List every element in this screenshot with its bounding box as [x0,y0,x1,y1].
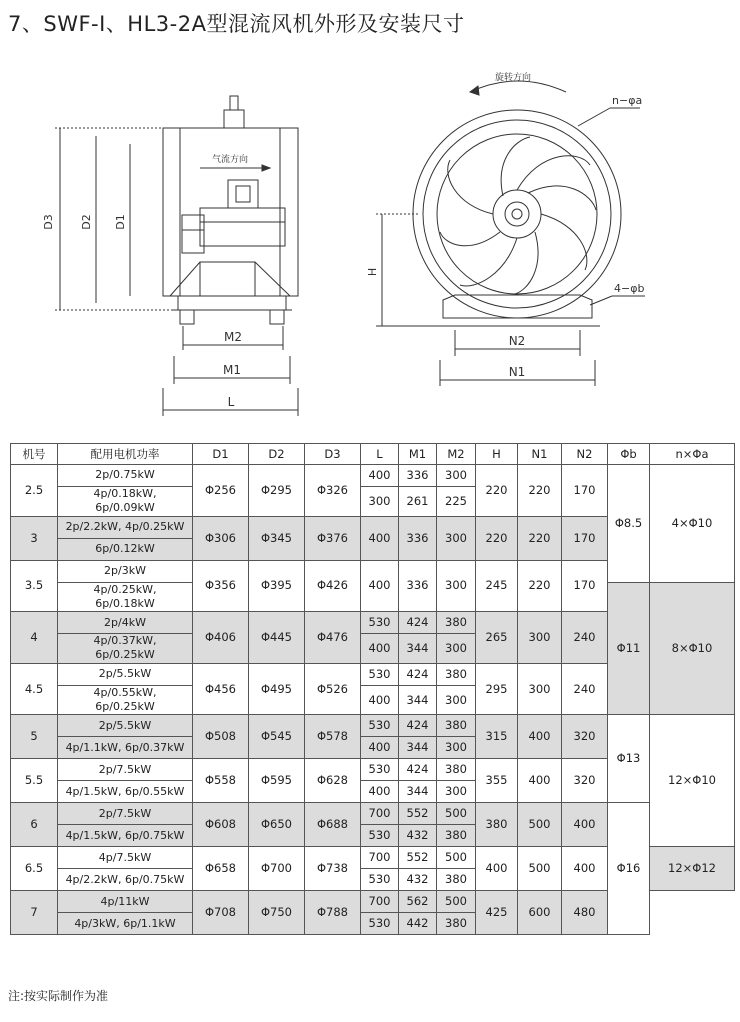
h-cell: 220 [476,516,518,560]
m2-cell: 300 [437,685,476,715]
fan-outline-drawing [0,0,740,440]
m2-cell: 380 [437,612,476,634]
m2-cell: 500 [437,803,476,825]
motor-power-cell [58,487,193,517]
m1-cell: 344 [399,634,437,664]
phib-cell: Φ16 [608,803,650,935]
dim-d3-label: D3 [42,214,55,230]
h-cell: 220 [476,465,518,517]
motor-power-cell: 4p/1.5kW, 6p/0.75kW [58,825,193,847]
m2-cell: 300 [437,560,476,612]
d2-cell: Φ495 [249,663,305,715]
l-cell: 400 [361,634,399,664]
l-cell: 530 [361,913,399,935]
l-cell: 530 [361,612,399,634]
l-cell: 400 [361,516,399,560]
l-cell: 530 [361,663,399,685]
m2-cell: 300 [437,781,476,803]
machine-no-cell: 4 [11,612,58,664]
n2-cell: 170 [562,516,608,560]
m2-cell: 300 [437,465,476,487]
column-header: 配用电机功率 [58,444,193,465]
base-hole-label: 4−φb [614,282,645,295]
motor-power-cell: 2p/5.5kW [58,715,193,737]
d2-cell: Φ700 [249,847,305,891]
d1-cell: Φ306 [193,516,249,560]
motor-power-cell [58,582,193,612]
m1-cell: 344 [399,737,437,759]
d3-cell: Φ628 [305,759,361,803]
l-cell: 530 [361,825,399,847]
rotation-label: 旋转方向 [495,73,532,83]
m2-cell: 300 [437,737,476,759]
l-cell: 400 [361,560,399,612]
d2-cell: Φ295 [249,465,305,517]
motor-power-cell: 2p/3kW [58,560,193,582]
d2-cell: Φ445 [249,612,305,664]
l-cell: 400 [361,781,399,803]
m2-cell: 380 [437,715,476,737]
d2-cell: Φ595 [249,759,305,803]
m1-cell: 344 [399,685,437,715]
dim-n2-label: N2 [508,334,526,348]
m1-cell: 424 [399,663,437,685]
m2-cell: 380 [437,825,476,847]
machine-no-cell: 7 [11,891,58,935]
l-cell: 530 [361,869,399,891]
motor-power-cell: 2p/4kW [58,612,193,634]
motor-power-cell: 4p/2.2kW, 6p/0.75kW [58,869,193,891]
n2-cell: 320 [562,715,608,759]
n-phia-cell: 4×Φ10 [650,465,735,583]
n1-cell: 220 [518,560,562,612]
d1-cell: Φ456 [193,663,249,715]
phib-cell: Φ13 [608,715,650,803]
m1-cell: 432 [399,825,437,847]
d1-cell: Φ508 [193,715,249,759]
n1-cell: 300 [518,612,562,664]
n1-cell: 400 [518,759,562,803]
h-cell: 295 [476,663,518,715]
d3-cell: Φ688 [305,803,361,847]
machine-no-cell: 2.5 [11,465,58,517]
d2-cell: Φ345 [249,516,305,560]
n-hole-label: n−φa [612,94,643,107]
machine-no-cell: 6 [11,803,58,847]
n2-cell: 170 [562,560,608,612]
table-row [11,803,735,825]
d1-cell: Φ356 [193,560,249,612]
column-header: L [361,444,399,465]
motor-line: 6p/0.25kW [95,700,155,714]
h-cell: 380 [476,803,518,847]
d1-cell: Φ658 [193,847,249,891]
column-header: Φb [608,444,650,465]
column-header: n×Φa [650,444,735,465]
l-cell: 400 [361,685,399,715]
motor-power-cell: 4p/7.5kW [58,847,193,869]
n1-cell: 400 [518,715,562,759]
h-cell: 355 [476,759,518,803]
d3-cell: Φ526 [305,663,361,715]
dim-d1-label: D1 [114,214,127,230]
l-cell: 400 [361,465,399,487]
d3-cell: Φ376 [305,516,361,560]
n2-cell: 480 [562,891,608,935]
n-phia-cell: 12×Φ12 [650,847,735,891]
l-cell: 530 [361,759,399,781]
motor-power-cell: 6p/0.12kW [58,538,193,560]
phib-cell: Φ11 [608,582,650,715]
table-header-row [11,444,735,465]
dimension-table [10,443,735,935]
motor-power-cell: 4p/3kW, 6p/1.1kW [58,913,193,935]
motor-line: 4p/0.55kW, [93,685,157,699]
m1-cell: 552 [399,847,437,869]
m1-cell: 336 [399,560,437,612]
m1-cell: 344 [399,781,437,803]
d3-cell: Φ326 [305,465,361,517]
d1-cell: Φ608 [193,803,249,847]
n2-cell: 400 [562,847,608,891]
d2-cell: Φ750 [249,891,305,935]
n2-cell: 170 [562,465,608,517]
d3-cell: Φ738 [305,847,361,891]
n2-cell: 240 [562,663,608,715]
m1-cell: 432 [399,869,437,891]
phib-cell: Φ8.5 [608,465,650,583]
motor-power-cell: 2p/7.5kW [58,803,193,825]
d3-cell: Φ476 [305,612,361,664]
m1-cell: 562 [399,891,437,913]
m1-cell: 442 [399,913,437,935]
m1-cell: 424 [399,759,437,781]
m2-cell: 500 [437,847,476,869]
l-cell: 700 [361,847,399,869]
n-phia-cell: 8×Φ10 [650,582,735,715]
machine-no-cell: 3 [11,516,58,560]
motor-line: 4p/0.25kW, [93,582,157,596]
n1-cell: 500 [518,847,562,891]
n-phia-cell: 12×Φ10 [650,715,735,847]
m2-cell: 225 [437,487,476,517]
machine-no-cell: 5 [11,715,58,759]
motor-power-cell: 2p/7.5kW [58,759,193,781]
dim-m2-label: M2 [224,330,242,344]
column-header: M1 [399,444,437,465]
m2-cell: 380 [437,759,476,781]
motor-line: 6p/0.25kW [95,648,155,662]
motor-power-cell: 2p/0.75kW [58,465,193,487]
n1-cell: 600 [518,891,562,935]
dim-h-label: H [366,267,379,277]
motor-power-cell: 4p/1.5kW, 6p/0.55kW [58,781,193,803]
d2-cell: Φ545 [249,715,305,759]
d3-cell: Φ578 [305,715,361,759]
dim-l-label: L [227,395,235,409]
column-header: M2 [437,444,476,465]
h-cell: 425 [476,891,518,935]
d3-cell: Φ788 [305,891,361,935]
motor-power-cell: 2p/2.2kW, 4p/0.25kW [58,516,193,538]
m2-cell: 380 [437,663,476,685]
d1-cell: Φ406 [193,612,249,664]
h-cell: 315 [476,715,518,759]
l-cell: 700 [361,803,399,825]
d2-cell: Φ395 [249,560,305,612]
m2-cell: 300 [437,634,476,664]
motor-power-cell [58,634,193,664]
column-header: H [476,444,518,465]
h-cell: 265 [476,612,518,664]
column-header: D2 [249,444,305,465]
machine-no-cell: 5.5 [11,759,58,803]
n2-cell: 240 [562,612,608,664]
m1-cell: 336 [399,465,437,487]
motor-power-cell: 4p/11kW [58,891,193,913]
motor-power-cell: 2p/5.5kW [58,663,193,685]
column-header: D1 [193,444,249,465]
d1-cell: Φ708 [193,891,249,935]
page-title: 7、SWF-I、HL3-2A型混流风机外形及安装尺寸 [8,12,465,36]
column-header: 机号 [11,444,58,465]
machine-no-cell: 4.5 [11,663,58,715]
column-header: N1 [518,444,562,465]
m1-cell: 261 [399,487,437,517]
dim-d2-label: D2 [80,214,93,230]
d1-cell: Φ256 [193,465,249,517]
d2-cell: Φ650 [249,803,305,847]
column-header: D3 [305,444,361,465]
table-row [11,465,735,487]
m2-cell: 380 [437,913,476,935]
column-header: N2 [562,444,608,465]
m1-cell: 424 [399,715,437,737]
n1-cell: 220 [518,516,562,560]
n1-cell: 500 [518,803,562,847]
footnote: 注:按实际制作为准 [8,989,109,1003]
n1-cell: 300 [518,663,562,715]
machine-no-cell: 6.5 [11,847,58,891]
m2-cell: 380 [437,869,476,891]
dim-n1-label: N1 [508,365,526,379]
m2-cell: 500 [437,891,476,913]
motor-line: 4p/0.37kW, [93,634,157,648]
motor-line: 6p/0.09kW [95,501,155,515]
motor-line: 6p/0.18kW [95,596,155,610]
airflow-label: 气流方向 [212,155,249,165]
m1-cell: 552 [399,803,437,825]
table-row [11,715,735,737]
n2-cell: 400 [562,803,608,847]
d1-cell: Φ558 [193,759,249,803]
h-cell: 400 [476,847,518,891]
m1-cell: 424 [399,612,437,634]
n2-cell: 320 [562,759,608,803]
motor-power-cell: 4p/1.1kW, 6p/0.37kW [58,737,193,759]
m1-cell: 336 [399,516,437,560]
m2-cell: 300 [437,516,476,560]
motor-power-cell [58,685,193,715]
d3-cell: Φ426 [305,560,361,612]
dim-m1-label: M1 [223,363,241,377]
n1-cell: 220 [518,465,562,517]
l-cell: 700 [361,891,399,913]
l-cell: 300 [361,487,399,517]
machine-no-cell: 3.5 [11,560,58,612]
l-cell: 400 [361,737,399,759]
motor-line: 4p/0.18kW, [93,487,157,500]
h-cell: 245 [476,560,518,612]
l-cell: 530 [361,715,399,737]
